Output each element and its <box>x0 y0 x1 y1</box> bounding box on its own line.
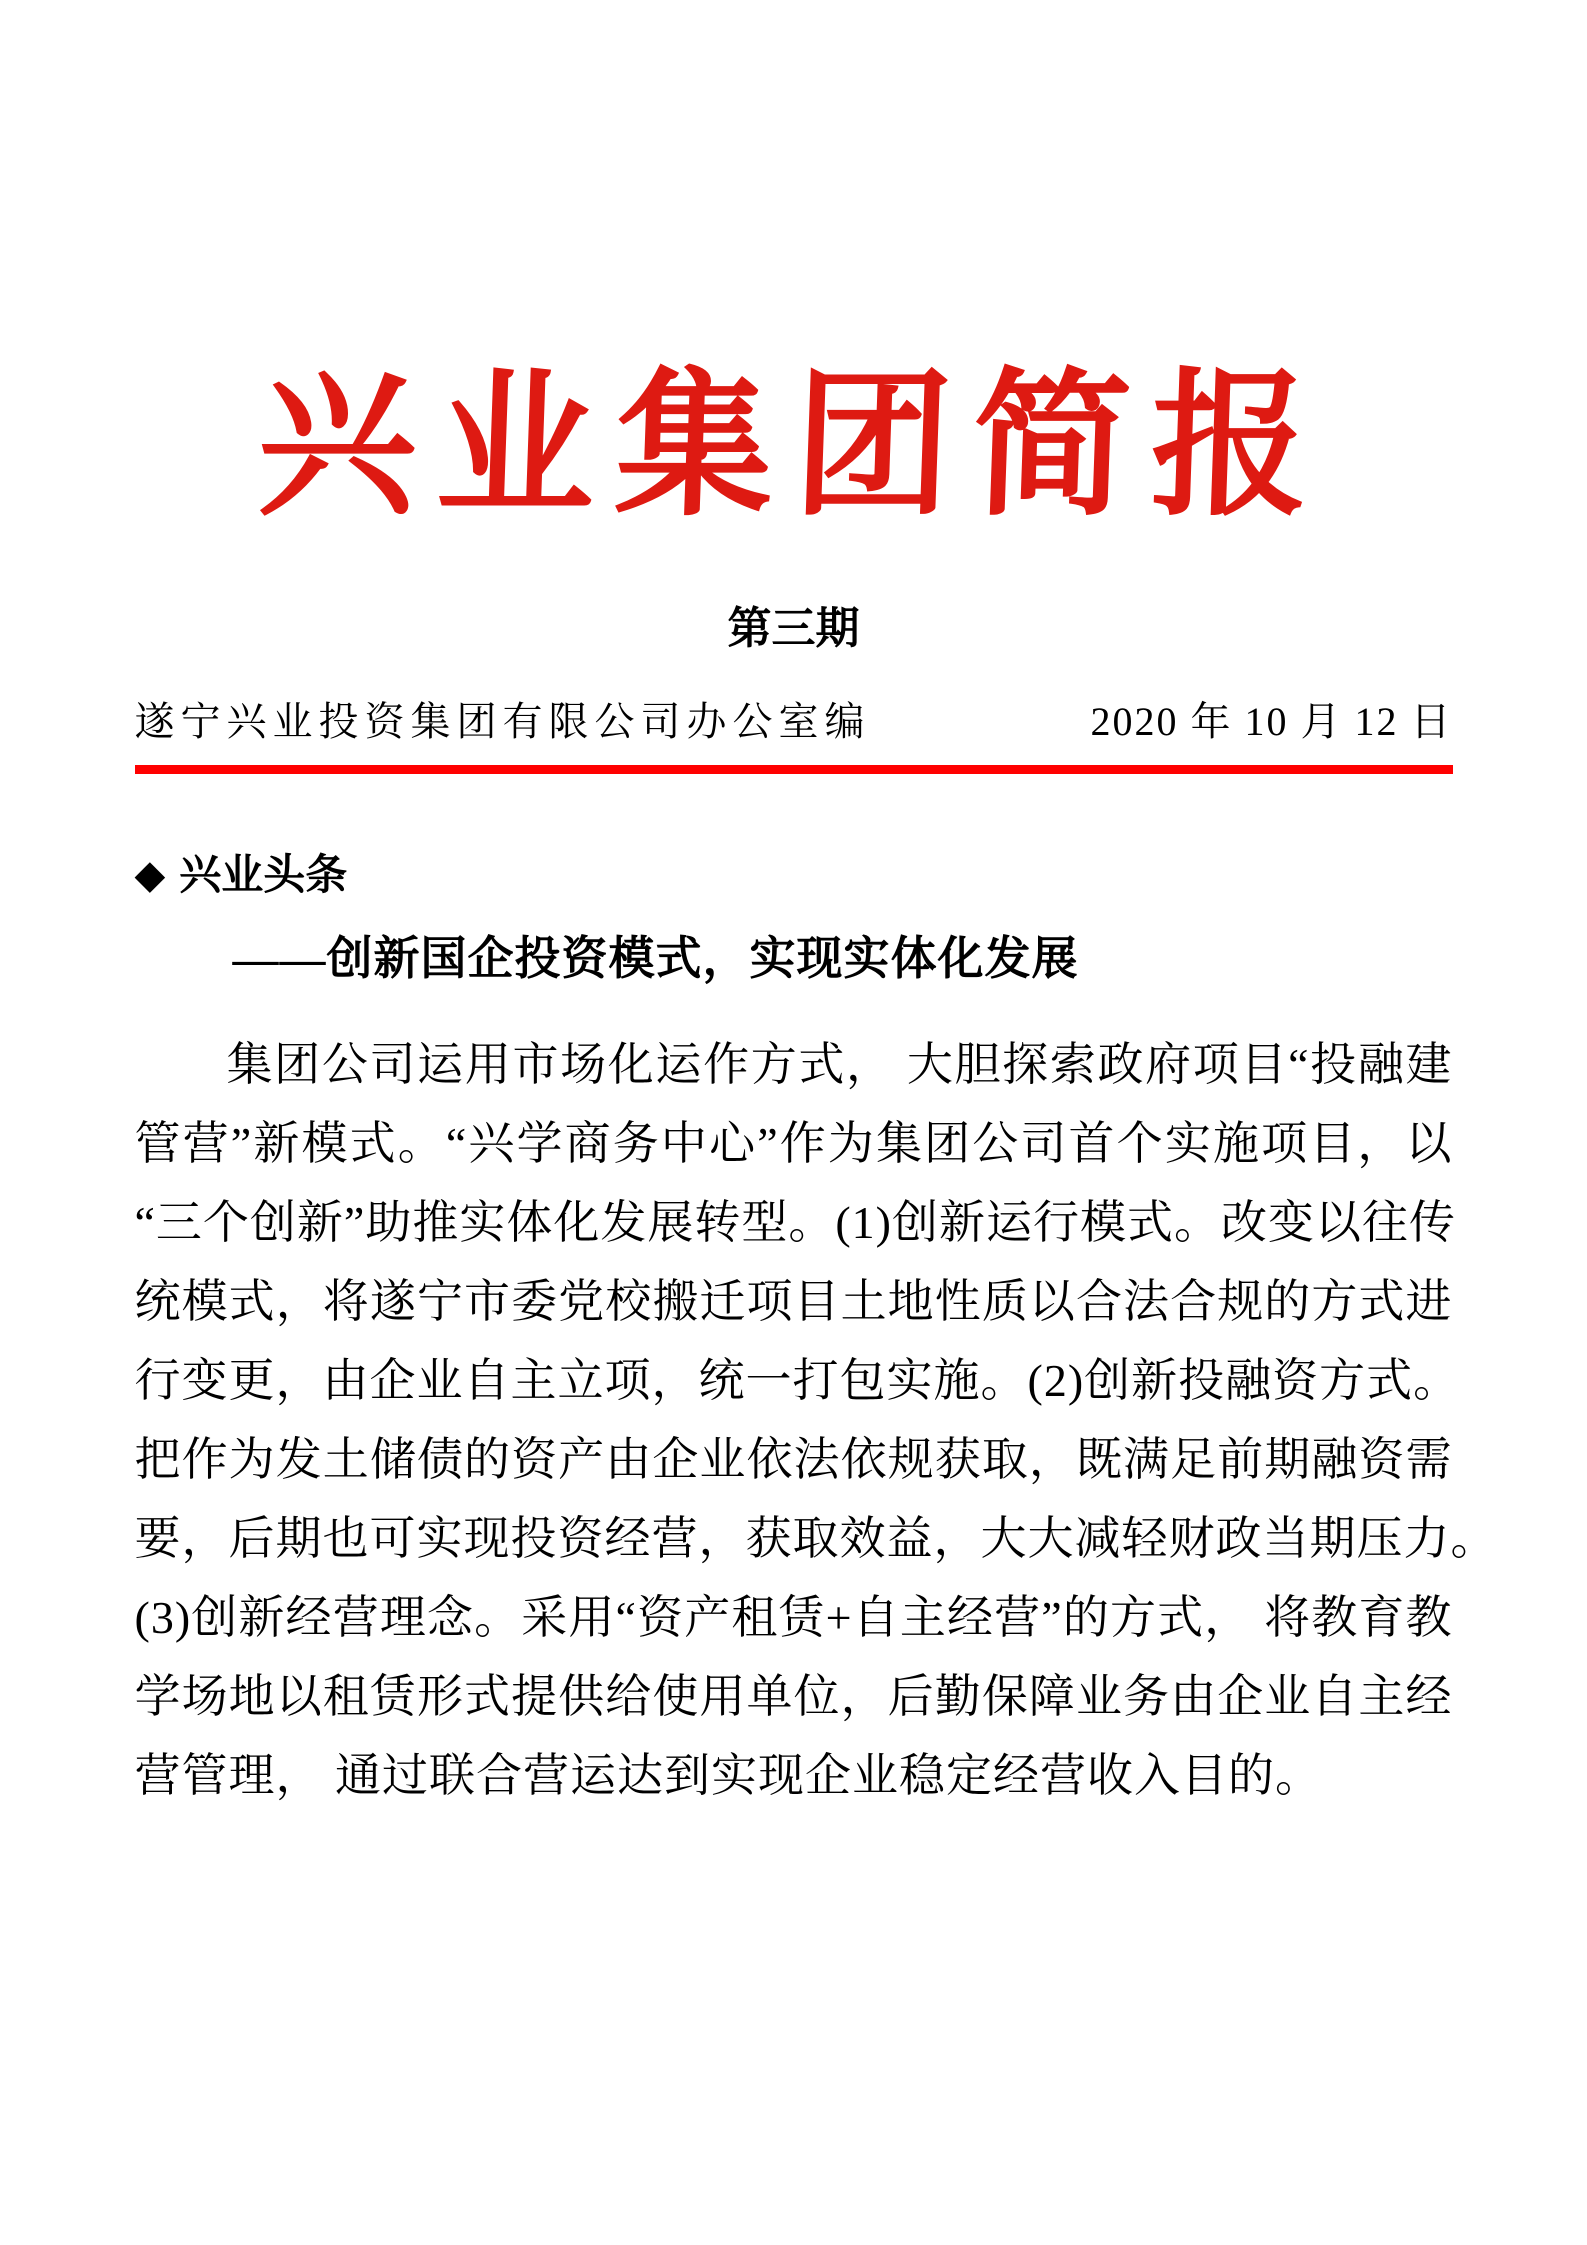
page-content <box>134 353 1498 1815</box>
masthead-title: 兴业集团简报 <box>254 353 1333 538</box>
issue-label: 第三期 <box>727 604 860 653</box>
article-body <box>134 1025 1498 1815</box>
red-divider-rule <box>135 765 1453 774</box>
publisher-name: 遂宁兴业投资集团有限公司办公室编 <box>134 699 871 744</box>
body-line: 学场地以租赁形式提供给使用单位，后勤保障业务由企业自主经 <box>134 1671 1453 1722</box>
section-heading <box>135 853 1453 897</box>
body-line: 要，后期也可实现投资经营，获取效益，大大减轻财政当期压力。 <box>134 1513 1498 1564</box>
body-line: 统模式，将遂宁市委党校搬迁项目土地性质以合法合规的方式进 <box>134 1276 1453 1327</box>
body-line: 集团公司运用市场化运作方式， 大胆探索政府项目“投融建 <box>226 1039 1453 1090</box>
body-line: “三个创新”助推实体化发展转型。(1)创新运行模式。改变以往传 <box>134 1197 1456 1248</box>
diamond-bullet-icon: ◆ <box>134 852 166 898</box>
article-headline: ——创新国企投资模式，实现实体化发展 <box>232 933 1079 984</box>
byline-row <box>135 701 1453 743</box>
body-line: 营管理， 通过联合营运达到实现企业稳定经营收入目的。 <box>134 1750 1322 1801</box>
body-line: 把作为发土储债的资产由企业依法依规获取，既满足前期融资需 <box>134 1434 1453 1485</box>
body-line: 管营”新模式。“兴学商务中心”作为集团公司首个实施项目，以 <box>134 1118 1453 1169</box>
section-title: 兴业头条 <box>179 851 348 898</box>
publish-date: 2020 年 10 月 12 日 <box>1090 699 1453 744</box>
body-line: 行变更，由企业自主立项，统一打包实施。(2)创新投融资方式。 <box>134 1355 1461 1406</box>
body-line: (3)创新经营理念。采用“资产租赁+自主经营”的方式， 将教育教 <box>134 1592 1453 1643</box>
